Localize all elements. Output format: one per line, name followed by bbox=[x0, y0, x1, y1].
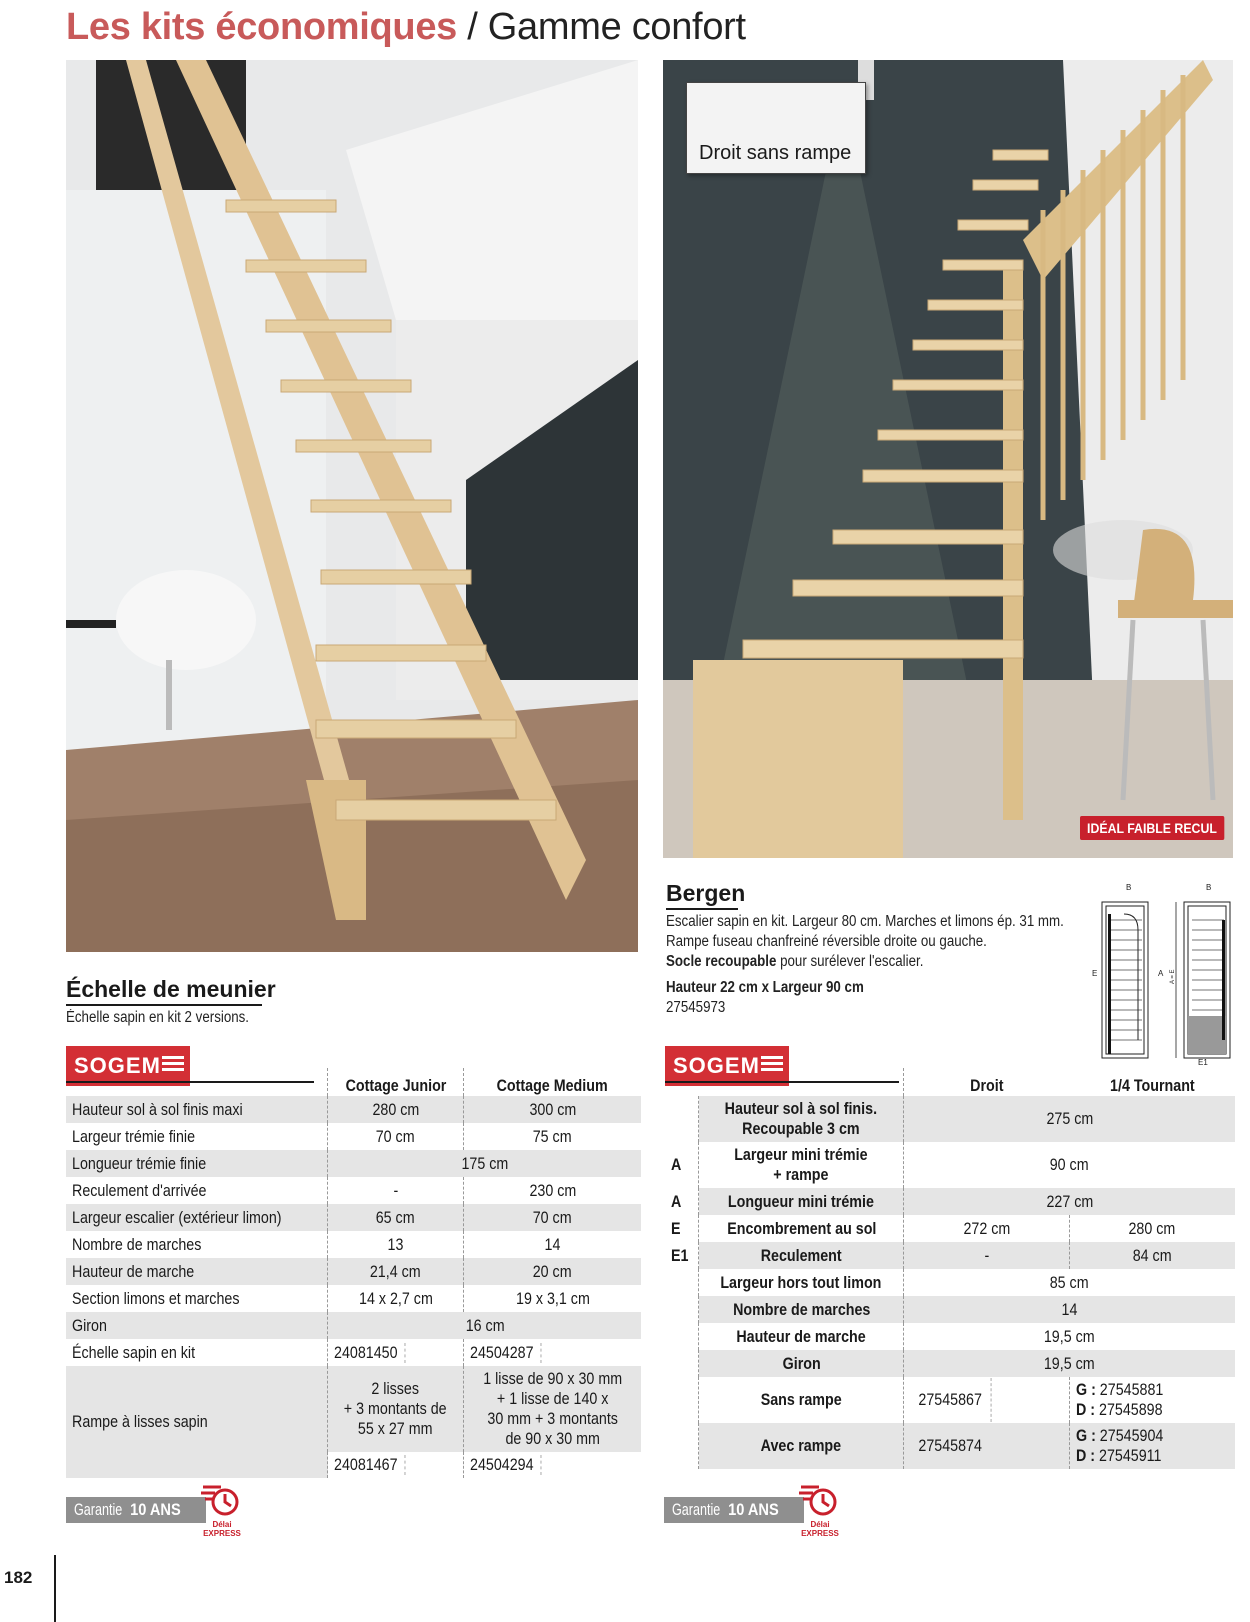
sogem-logo-left: SOGEM bbox=[66, 1046, 190, 1086]
table-row: A Longueur mini trémie 227 cm bbox=[665, 1188, 1235, 1215]
badge-ideal-faible-recul: IDÉAL FAIBLE RECUL bbox=[1080, 816, 1224, 840]
page-number-divider bbox=[54, 1555, 56, 1622]
table-row: Échelle sapin en kit 24081450 24504287 bbox=[66, 1339, 641, 1366]
product-name-underline bbox=[66, 1004, 262, 1006]
spec-table-bergen bbox=[665, 1068, 1235, 1469]
table-row: Hauteur sol à sol finis. Recoupable 3 cm 275 cm bbox=[665, 1096, 1235, 1142]
diagram-label-a: A bbox=[1158, 969, 1164, 978]
col-header-droit: Droit bbox=[904, 1068, 1070, 1096]
spec-table-echelle bbox=[66, 1068, 641, 1478]
garantie-badge-left: Garantie10 ANS bbox=[66, 1497, 206, 1523]
product-name-underline-bergen bbox=[666, 908, 738, 910]
table-row-avec-rampe: Avec rampe 27545874 G : 27545904 D : 27545911 bbox=[665, 1423, 1235, 1469]
table-row-rampe: Rampe à lisses sapin 2 lisses + 3 montants de 55 x 27 mm 1 lisse de 90 x 30 mm + 1 lisse de 140 x 30 mm + 3 montants de 90 x 30 mm bbox=[66, 1366, 641, 1452]
table-row: Nombre de marches 14 bbox=[665, 1296, 1235, 1323]
table-row-rampe-ref: 24081467 24504294 bbox=[66, 1452, 641, 1478]
table-row: Hauteur de marche 21,4 cm 20 cm bbox=[66, 1258, 641, 1285]
garantie-badge-right: Garantie10 ANS bbox=[664, 1497, 804, 1523]
table-row: Largeur escalier (extérieur limon) 65 cm 70 cm bbox=[66, 1204, 641, 1231]
table-row: Giron 16 cm bbox=[66, 1312, 641, 1339]
diagram-label-b2: B bbox=[1206, 883, 1212, 892]
table-row: Largeur hors tout limon 85 cm bbox=[665, 1269, 1235, 1296]
col-header-medium: Cottage Medium bbox=[463, 1068, 641, 1096]
diagram-label-e: E bbox=[1092, 969, 1098, 978]
title-separator: / bbox=[457, 6, 488, 48]
col-header-junior: Cottage Junior bbox=[328, 1068, 463, 1096]
photo-bergen bbox=[663, 60, 1233, 858]
table-row: Hauteur de marche 19,5 cm bbox=[665, 1323, 1235, 1350]
diagram-label-a-eq-e: A = E bbox=[1170, 969, 1176, 984]
title-main: Les kits économiques bbox=[66, 6, 458, 48]
product-desc-echelle: Échelle sapin en kit 2 versions. bbox=[66, 1009, 250, 1026]
title-sub: Gamme confort bbox=[487, 6, 746, 48]
stair-diagram bbox=[1088, 880, 1238, 1070]
product-name-bergen: Bergen bbox=[666, 880, 746, 906]
diagram-label-e1: E1 bbox=[1198, 1058, 1208, 1067]
table-row: Longueur trémie finie 175 cm bbox=[66, 1150, 641, 1177]
table-row: Largeur trémie finie 70 cm 75 cm bbox=[66, 1123, 641, 1150]
table-row: E1 Reculement - 84 cm bbox=[665, 1242, 1235, 1269]
table-row: Giron 19,5 cm bbox=[665, 1350, 1235, 1377]
delai-express-icon-left: Délai EXPRESS bbox=[199, 1482, 245, 1540]
page-number: 182 bbox=[4, 1568, 33, 1587]
table-row: Section limons et marches 14 x 2,7 cm 19 x 3,1 cm bbox=[66, 1285, 641, 1312]
diagram-label-b1: B bbox=[1126, 883, 1132, 892]
page-title bbox=[66, 6, 746, 49]
table-row: E Encombrement au sol 272 cm 280 cm bbox=[665, 1215, 1235, 1242]
table-row: Hauteur sol à sol finis maxi 280 cm 300 cm bbox=[66, 1096, 641, 1123]
table-row-sans-rampe: Sans rampe 27545867 G : 27545881 D : 27545898 bbox=[665, 1377, 1235, 1423]
product-desc-bergen: Escalier sapin en kit. Largeur 80 cm. Marches et limons ép. 31 mm. Rampe fuseau chanfreiné réversible droite ou gauche. Socle recoupable pour surélever l'escalier. Hauteur 22 cm x Largeur 90 cm 27545973 bbox=[666, 913, 1064, 1016]
sticker-droit-sans-rampe: Droit sans rampe bbox=[686, 82, 866, 174]
table-row: Reculement d'arrivée - 230 cm bbox=[66, 1177, 641, 1204]
product-name-echelle: Échelle de meunier bbox=[66, 976, 276, 1002]
col-header-tournant: 1/4 Tournant bbox=[1109, 1076, 1195, 1095]
table-row: A Largeur mini trémie + rampe 90 cm bbox=[665, 1142, 1235, 1188]
sogem-logo-right: SOGEM bbox=[665, 1046, 789, 1086]
delai-express-icon-right: Délai EXPRESS bbox=[797, 1482, 843, 1540]
table-row: Nombre de marches 13 14 bbox=[66, 1231, 641, 1258]
photo-echelle-meunier bbox=[66, 60, 638, 952]
